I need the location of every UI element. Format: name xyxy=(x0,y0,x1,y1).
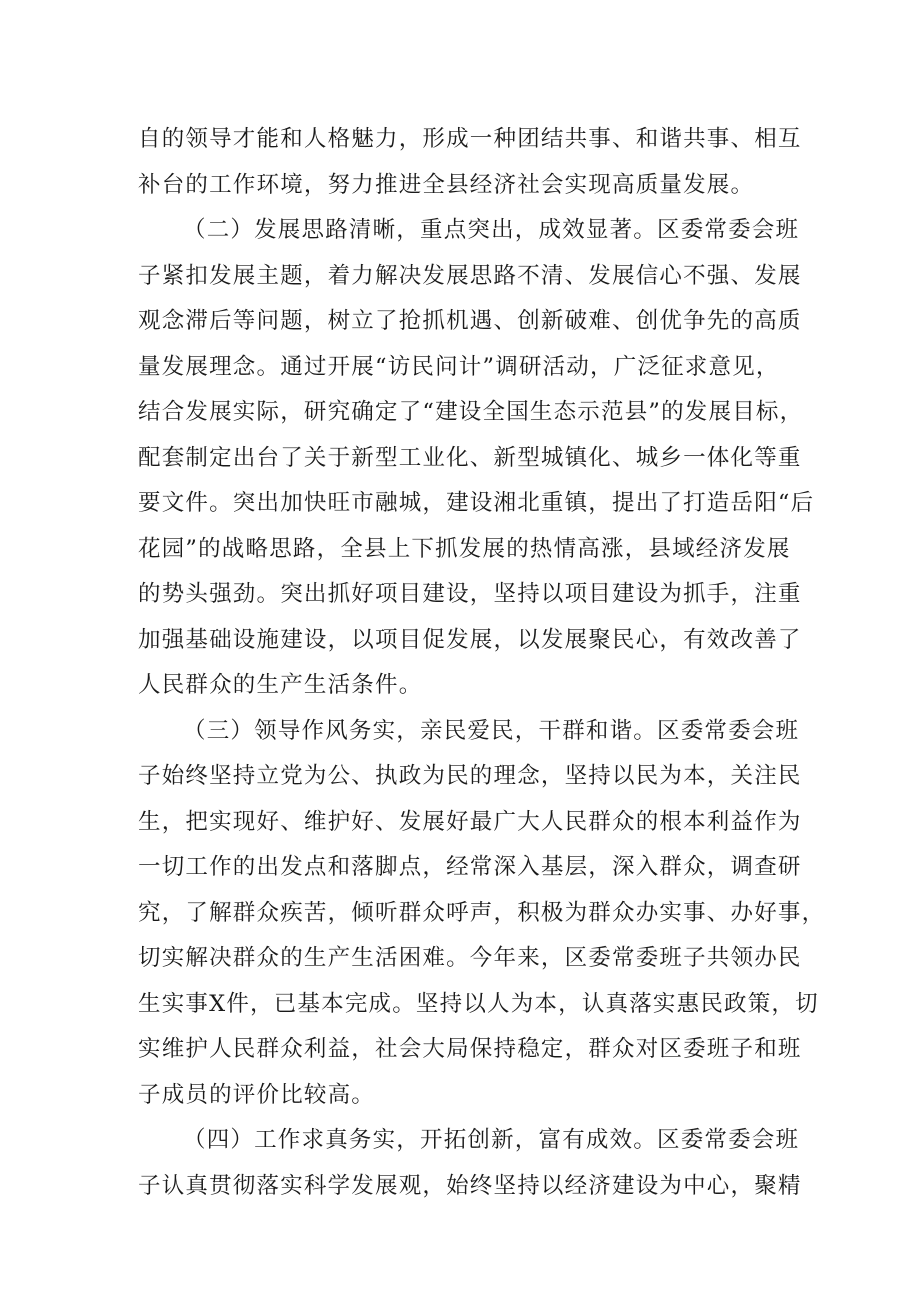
text-line: 要文件。突出加快旺市融城，建设湘北重镇，提出了打造岳阳“后 xyxy=(138,490,815,516)
text-line: 人民群众的生产生活条件。 xyxy=(138,672,423,698)
text-line: 生，把实现好、维护好、发展好最广大人民群众的根本利益作为 xyxy=(138,808,802,835)
text-line: 子成员的评价比较高。 xyxy=(138,1081,376,1108)
text-line: 究，了解群众疾苦，倾听群众呼声，积极为群众办实事、办好事， xyxy=(138,899,826,926)
text-line: 子始终坚持立党为公、执政为民的理念，坚持以民为本，关注民 xyxy=(138,763,802,789)
text-line: 一切工作的出发点和落脚点，经常深入基层，深入群众，调查研 xyxy=(138,854,802,880)
text-line: 花园”的战略思路，全县上下抓发展的热情高涨，县域经济发展 xyxy=(138,535,791,562)
document-body xyxy=(138,117,826,1209)
section-heading-line: （四）工作求真务实，开拓创新，富有成效。区委常委会班 xyxy=(183,1127,800,1153)
text-line: 结合发展实际，研究确定了“建设全国生态示范县”的发展目标， xyxy=(138,399,804,425)
text-line: 自的领导才能和人格魅力，形成一种团结共事、和谐共事、相互 xyxy=(138,126,802,152)
text-line: 加强基础设施建设，以项目促发展，以发展聚民心，有效改善了 xyxy=(138,626,802,653)
text-line: 切实解决群众的生产生活困难。今年来，区委常委班子共领办民 xyxy=(138,945,802,971)
text-line: 的势头强劲。突出抓好项目建设，坚持以项目建设为抓手，注重 xyxy=(138,581,802,607)
text-line: 观念滞后等问题，树立了抢抓机遇、创新破难、创优争先的高质 xyxy=(138,308,802,334)
section-heading-line: （二）发展思路清晰，重点突出，成效显著。区委常委会班 xyxy=(183,217,800,243)
text-line: 配套制定出台了关于新型工业化、新型城镇化、城乡一体化等重 xyxy=(138,444,802,471)
text-line: 子认真贯彻落实科学发展观，始终坚持以经济建设为中心，聚精 xyxy=(138,1172,802,1199)
text-line: 生实事X件，已基本完成。坚持以人为本，认真落实惠民政策，切 xyxy=(138,990,819,1017)
text-line: 子紧扣发展主题，着力解决发展思路不清、发展信心不强、发展 xyxy=(138,262,802,289)
text-line: 实维护人民群众利益，社会大局保持稳定，群众对区委班子和班 xyxy=(138,1036,802,1062)
section-heading-line: （三）领导作风务实，亲民爱民，干群和谐。区委常委会班 xyxy=(183,717,800,744)
text-line: 量发展理念。通过开展“访民问计”调研活动，广泛征求意见， xyxy=(138,353,780,380)
text-line: 补台的工作环境，努力推进全县经济社会实现高质量发展。 xyxy=(138,171,755,198)
